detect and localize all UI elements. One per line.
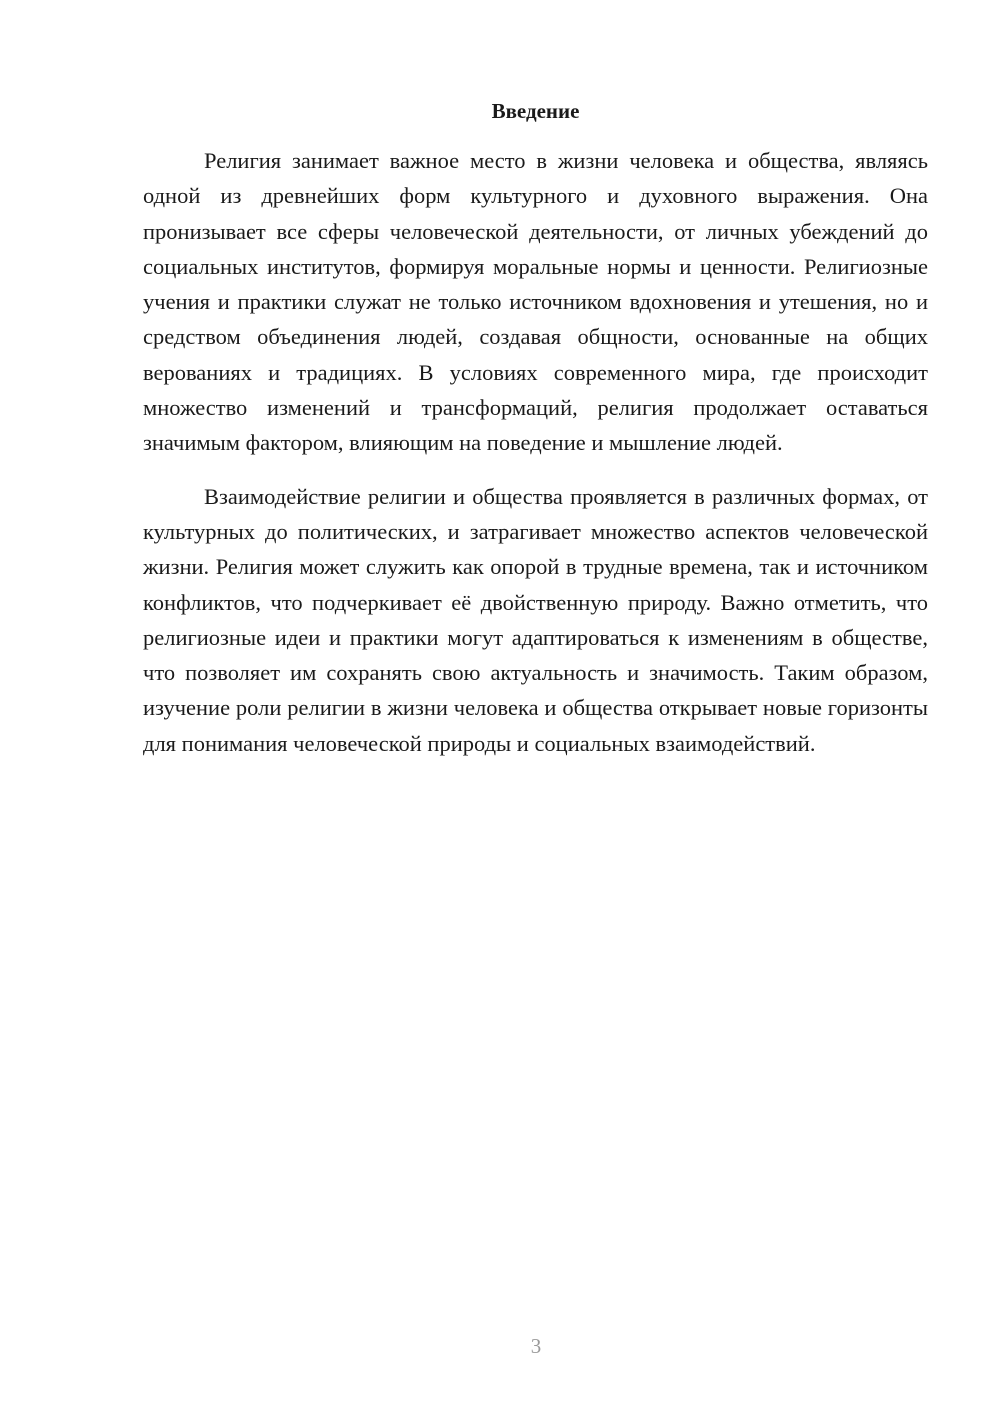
paragraph-2: Взаимодействие религии и общества проявляется в различных формах, от культурных до политических, и затрагивает множество аспектов человеческой жизни. Религия может служить как опорой в трудные времена, так и источником конфликтов, что подчеркивает её двойственную природу. Важно отметить, что религиозные идеи и практики могут адаптироваться к изменениям в обществе, что позволяет им сохранять свою актуальность и значимость. Таким образом, изучение роли религии в жизни человека и общества открывает новые горизонты для понимания человеческой природы и социальных взаимодействий. (143, 483, 928, 756)
page-number: 3 (530, 1334, 542, 1358)
section-heading: Введение (491, 99, 580, 123)
paragraph-1: Религия занимает важное место в жизни человека и общества, являясь одной из древнейших форм культурного и духовного выражения. Она пронизывает все сферы человеческой деятельности, от личных убеждений до социальных институтов, формируя моральные нормы и ценности. Религиозные учения и практики служат не только источником вдохновения и утешения, но и средством объединения людей, создавая общности, основанные на общих верованиях и традициях. В условиях современного мира, где происходит множество изменений и трансформаций, религия продолжает оставаться значимым фактором, влияющим на поведение и мышление людей. (143, 148, 928, 456)
body-text (143, 143, 928, 761)
